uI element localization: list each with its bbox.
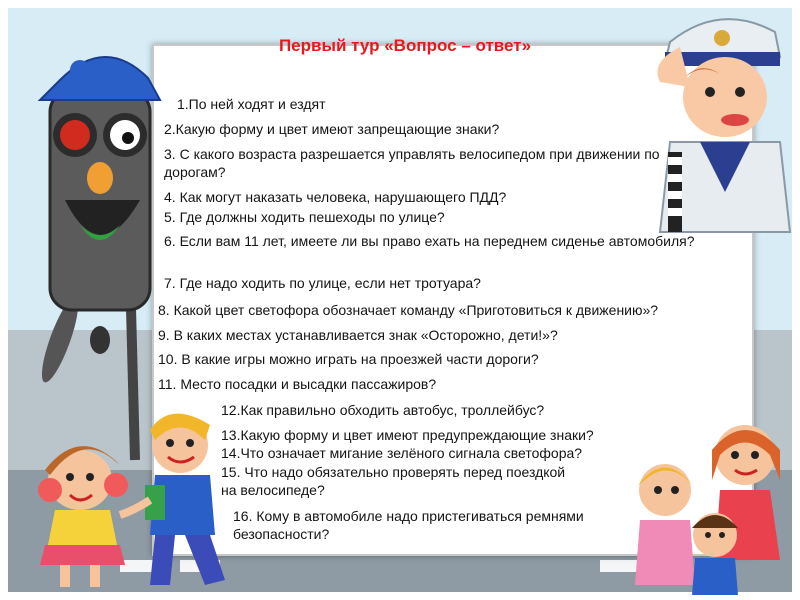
- question-3: 3. С какого возраста разрешается управлять велосипедом при движении по дорогам?: [164, 146, 660, 180]
- question-7: 7. Где надо ходить по улице, если нет тротуара?: [164, 275, 481, 291]
- slide-title: Первый тур «Вопрос – ответ»: [278, 36, 532, 55]
- question-9: 9. В каких местах устанавливается знак «Осторожно, дети!»?: [158, 327, 558, 343]
- group-of-children: [620, 410, 795, 595]
- question-8: 8. Какой цвет светофора обозначает команду «Приготовиться к движению»?: [158, 302, 659, 318]
- question-1: 1.По ней ходят и ездят: [177, 96, 326, 112]
- traffic-policeman: [640, 2, 790, 232]
- question-15: 15. Что надо обязательно проверять перед поездкой на велосипеде?: [221, 464, 566, 498]
- question-11: 11. Место посадки и высадки пассажиров?: [158, 376, 437, 392]
- question-10: 10. В какие игры можно играть на проезжей части дороги?: [158, 351, 539, 367]
- question-6: 6. Если вам 11 лет, имеете ли вы право ехать на переднем сиденье автомобиля?: [164, 233, 695, 249]
- question-5: 5. Где должны ходить пешеходы по улице?: [164, 209, 445, 225]
- question-16: 16. Кому в автомобиле надо пристегиваться ремнями безопасности?: [233, 508, 584, 542]
- question-2: 2.Какую форму и цвет имеют запрещающие знаки?: [164, 121, 500, 137]
- question-4: 4. Как могут наказать человека, нарушающего ПДД?: [164, 189, 507, 205]
- question-13: 13.Какую форму и цвет имеют предупреждающие знаки?: [221, 427, 594, 443]
- question-14: 14.Что означает мигание зелёного сигнала светофора?: [221, 445, 583, 461]
- question-12: 12.Как правильно обходить автобус, троллейбус?: [221, 402, 545, 418]
- boy-and-girl-walking: [20, 395, 250, 595]
